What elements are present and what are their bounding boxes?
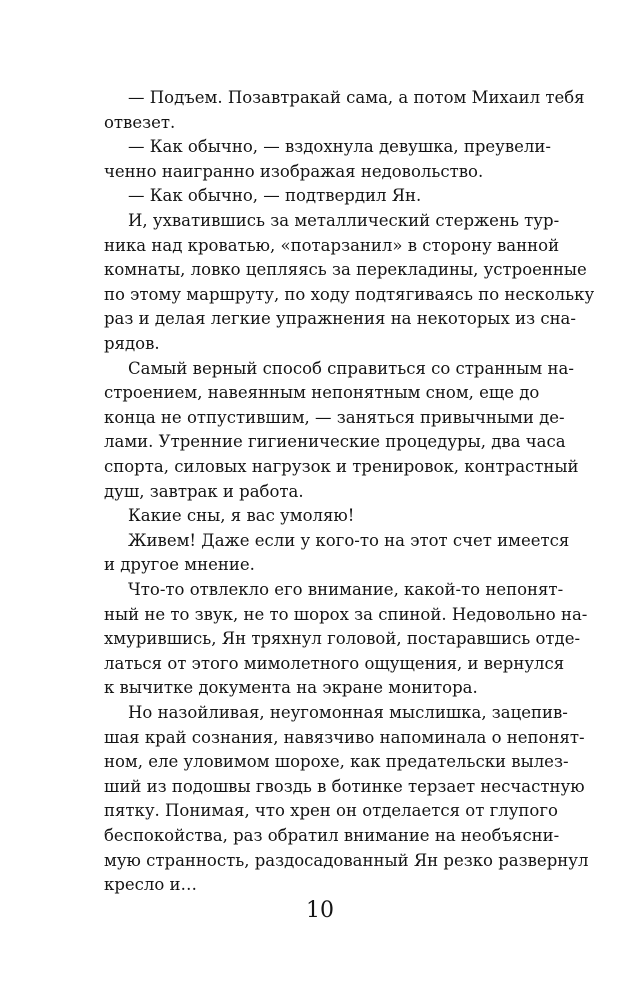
text-line: Но назойливая, неугомонная мыслишка, зацепив- xyxy=(128,702,568,722)
text-line: латься от этого мимолетного ощущения, и вернулся xyxy=(104,653,565,673)
text-line: конца не отпустившим, — заняться привычными де- xyxy=(104,407,565,427)
text-line: ный не то звук, не то шорох за спиной. Недовольно на- xyxy=(104,604,588,624)
text-line: строением, навеянным непонятным сном, еще до xyxy=(104,383,540,403)
text-line: Самый верный способ справиться со странным на- xyxy=(128,358,574,378)
text-line: рядов. xyxy=(104,333,160,353)
text-line: отвезет. xyxy=(104,112,176,132)
text-line: беспокойства, раз обратил внимание на необъясни- xyxy=(104,825,560,845)
text-line: ченно наигранно изображая недовольство. xyxy=(104,161,484,181)
text-line: хмурившись, Ян тряхнул головой, постаравшись отде- xyxy=(104,629,581,649)
text-line: — Как обычно, — вздохнула девушка, преувели- xyxy=(128,137,551,157)
text-line: спорта, силовых нагрузок и тренировок, контрастный xyxy=(104,456,579,476)
text-line: к вычитке документа на экране монитора. xyxy=(104,678,478,698)
text-line: Что-то отвлекло его внимание, какой-то непонят- xyxy=(128,580,564,599)
text-line: шая край сознания, навязчиво напоминала о непонят- xyxy=(104,727,585,747)
text-line: И, ухватившись за металлический стержень тур- xyxy=(128,210,560,230)
text-line: раз и делая легкие упражнения на некоторых из сна- xyxy=(104,309,576,329)
text-line: — Как обычно, — подтвердил Ян. xyxy=(128,186,422,206)
text-line: по этому маршруту, по ходу подтягиваясь по нескольку xyxy=(104,284,595,304)
text-block-after-break xyxy=(104,578,589,898)
text-line: лами. Утренние гигиенические процедуры, два часа xyxy=(104,432,566,452)
text-line: ника над кроватью, «потарзанил» в сторону ванной xyxy=(104,235,560,255)
text-line: душ, завтрак и работа. xyxy=(104,481,304,501)
text-line: комнаты, ловко цепляясь за перекладины, устроенные xyxy=(104,260,587,280)
text-line: мую странность, раздосадованный Ян резко развернул xyxy=(104,850,589,870)
text-line: Какие сны, я вас умоляю! xyxy=(128,506,355,526)
text-line: Живем! Даже если у кого-то на этот счет имеется xyxy=(128,530,570,550)
text-block-main xyxy=(104,86,595,578)
text-line: пятку. Понимая, что хрен он отделается от глупого xyxy=(104,801,558,821)
text-line: кресло и… xyxy=(104,875,198,895)
text-line: — Подъем. Позавтракай сама, а потом Михаил тебя xyxy=(128,88,585,107)
page-number: 10 xyxy=(306,898,334,923)
text-line: ном, еле уловимом шорохе, как предательски вылез- xyxy=(104,752,569,772)
text-line: и другое мнение. xyxy=(104,555,255,575)
text-line: ший из подошвы гвоздь в ботинке терзает несчастную xyxy=(104,776,585,796)
